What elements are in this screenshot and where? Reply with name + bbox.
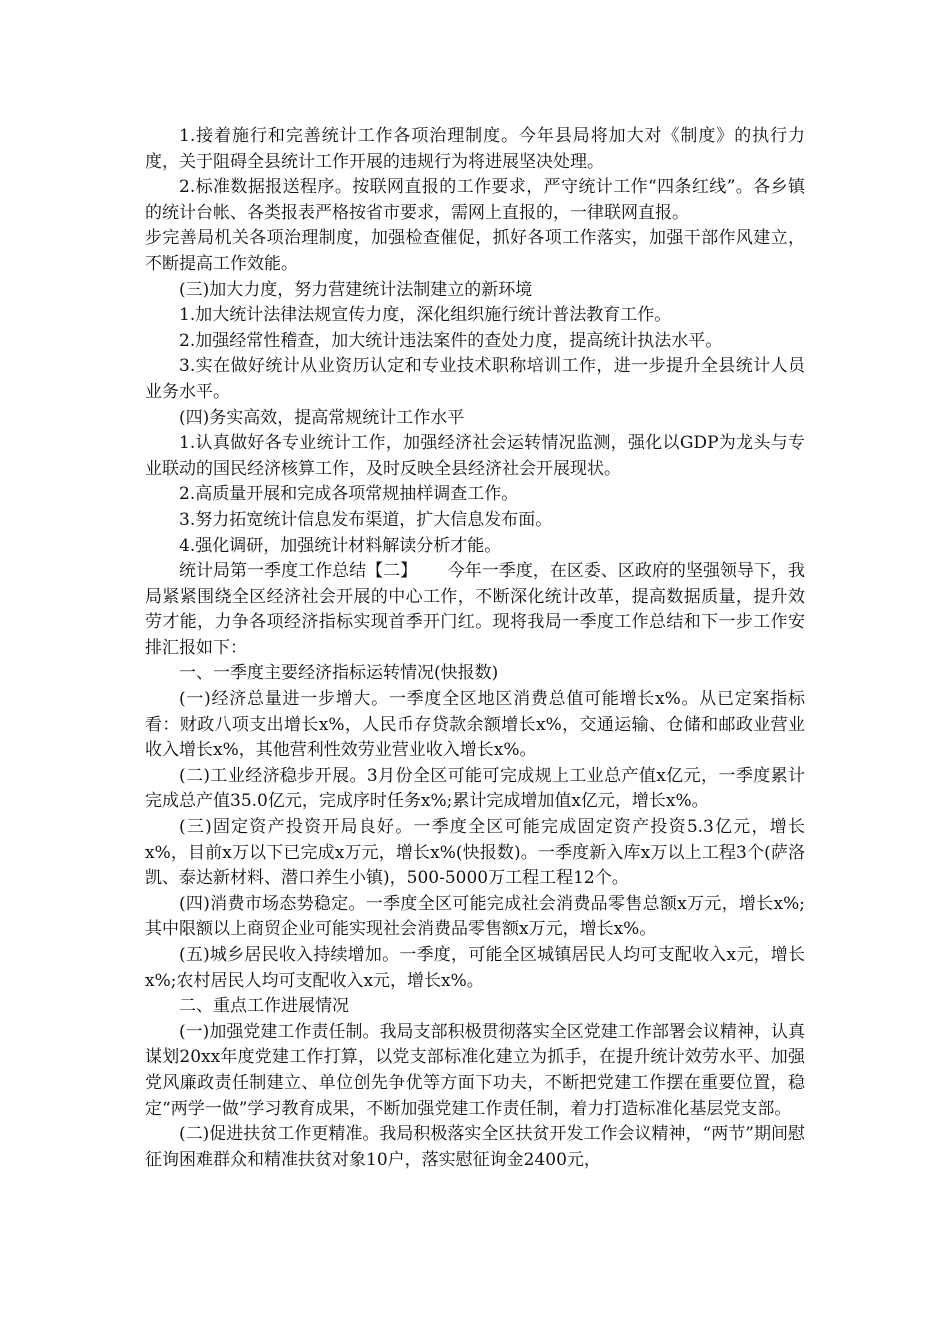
paragraph: 步完善局机关各项治理制度，加强检查催促，抓好各项工作落实，加强干部作风建立，不断提高工作效能。 xyxy=(145,228,805,274)
section-subheading: 一、一季度主要经济指标运转情况(快报数) xyxy=(179,663,499,684)
paragraph: (三)固定资产投资开局良好。一季度全区可能完成固定资产投资5.3亿元，增长x%，目前x万以下已完成x万元，增长x%(快报数)。一季度新入库x万以上工程3个(萨洛凯、泰达新材料、潜口养生小镇)，500-5000万工程工程12个。 xyxy=(145,817,805,889)
paragraph: (二)促进扶贫工作更精准。我局积极落实全区扶贫开发工作会议精神，“两节”期间慰征询困难群众和精准扶贫对象10户，落实慰征询金2400元， xyxy=(145,1124,805,1170)
paragraph: 1.接着施行和完善统计工作各项治理制度。今年县局将加大对《制度》的执行力度，关于阻碍全县统计工作开展的违规行为将进展坚决处理。 xyxy=(145,126,805,172)
paragraph: (四)消费市场态势稳定。一季度全区可能完成社会消费品零售总额x万元，增长x%;其中限额以上商贸企业可能实现社会消费品零售额x万元，增长x%。 xyxy=(145,893,805,940)
paragraph: 3.努力拓宽统计信息发布渠道，扩大信息发布面。 xyxy=(179,509,553,530)
paragraph: 2.高质量开展和完成各项常规抽样调查工作。 xyxy=(179,484,519,505)
paragraph: 1.加大统计法律法规宣传力度，深化组织施行统计普法教育工作。 xyxy=(179,305,672,326)
paragraph: 4.强化调研，加强统计材料解读分析才能。 xyxy=(179,535,502,556)
paragraph: (一)经济总量进一步增大。一季度全区地区消费总值可能增长x%。从已定案指标看：财政八项支出增长x%，人民币存贷款余额增长x%，交通运输、仓储和邮政业营业收入增长x%，其他营利性效劳业营业收入增长x%。 xyxy=(145,689,805,761)
paragraph: 2.加强经常性稽查，加大统计违法案件的查处力度，提高统计执法水平。 xyxy=(179,330,723,351)
section-intro-paragraph xyxy=(145,559,805,661)
document-body xyxy=(145,124,805,1173)
section-subheading: (四)务实高效，提高常规统计工作水平 xyxy=(179,407,465,428)
paragraph: (五)城乡居民收入持续增加。一季度，可能全区城镇居民人均可支配收入x元，增长x%;农村居民人均可支配收入x元，增长x%。 xyxy=(145,945,805,991)
section-subheading: (三)加大力度，努力营建统计法制建立的新环境 xyxy=(179,279,533,300)
section-heading: 统计局第一季度工作总结【二】 xyxy=(179,561,418,582)
section-subheading: 二、重点工作进展情况 xyxy=(179,996,349,1017)
paragraph: 2.标准数据报送程序。按联网直报的工作要求，严守统计工作“四条红线”。各乡镇的统计台帐、各类报表严格按省市要求，需网上直报的，一律联网直报。 xyxy=(145,177,805,223)
paragraph: 1.认真做好各专业统计工作，加强经济社会运转情况监测，强化以GDP为龙头与专业联动的国民经济核算工作，及时反映全县经济社会开展现状。 xyxy=(145,433,805,479)
paragraph: (一)加强党建工作责任制。我局支部积极贯彻落实全区党建工作部署会议精神，认真谋划20xx年度党建工作打算，以党支部标准化建立为抓手，在提升统计效劳水平、加强党风廉政责任制建立、单位创先争优等方面下功夫，不断把党建工作摆在重要位置，稳定“两学一做”学习教育成果，不断加强党建工作责任制，着力打造标准化基层党支部。 xyxy=(145,1021,805,1119)
section-intro: 今年一季度，在区委、区政府的坚强领导下，我局紧紧围绕全区经济社会开展的中心工作，不断深化统计改革，提高数据质量，提升效劳才能，力争各项经济指标实现首季开门红。现将我局一季度工作总结和下一步工作安排汇报如下： xyxy=(145,561,806,658)
paragraph: 3.实在做好统计从业资历认定和专业技术职称培训工作，进一步提升全县统计人员业务水平。 xyxy=(145,356,805,402)
paragraph: (二)工业经济稳步开展。3月份全区可能可完成规上工业总产值x亿元，一季度累计完成总产值35.0亿元，完成序时任务x%;累计完成增加值x亿元，增长x%。 xyxy=(145,765,805,812)
